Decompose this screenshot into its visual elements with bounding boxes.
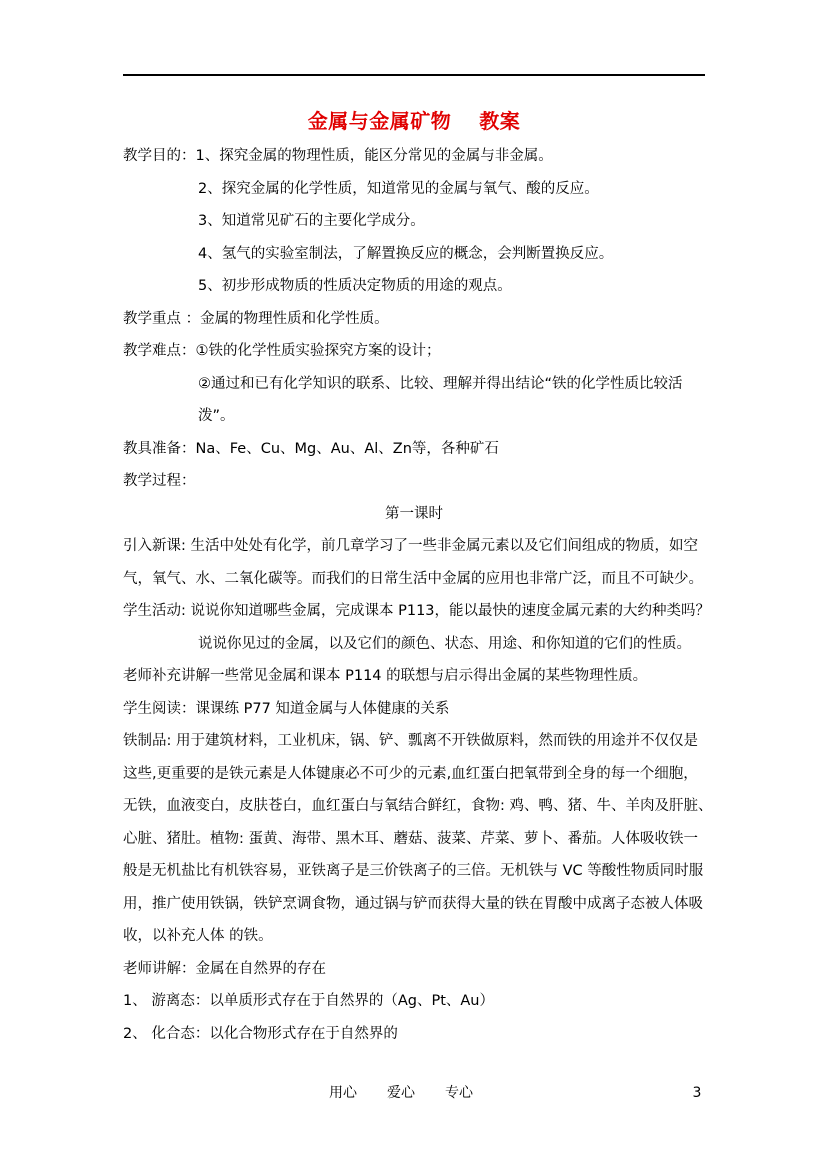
text-line: 教学过程：: [123, 473, 196, 489]
text-line: 般是无机盐比有机铁容易，亚铁离子是三价铁离子的三倍。无机铁与 VC 等酸性物质同时服: [123, 863, 704, 879]
text-line: 教学难点：①铁的化学性质实验探究方案的设计；: [123, 343, 441, 359]
text-line: 1、 游离态：以单质形式存在于自然界的（Ag、Pt、Au）: [123, 993, 494, 1009]
footer-motto-word: 爱心: [387, 1085, 415, 1101]
document-body: [123, 140, 713, 1050]
text-line: 教学目的：1、探究金属的物理性质，能区分常见的金属与非金属。: [123, 148, 553, 164]
text-line: 第一课时: [385, 505, 443, 522]
text-line: 用，推广使用铁锅，铁铲烹调食物，通过锅与铲而获得大量的铁在胃酸中成离子态被人体吸: [123, 895, 703, 912]
text-line: 学生活动: 说说你知道哪些金属，完成课本 P113，能以最快的速度金属元素的大约种类吗？: [123, 603, 711, 619]
header-rule: [123, 74, 705, 76]
text-line: 心脏、猪肚。植物: 蛋黄、海带、黑木耳、蘑菇、菠菜、芹菜、萝卜、番茄。人体吸收铁一: [123, 830, 698, 847]
text-line: 2、探究金属的化学性质，知道常见的金属与氧气、酸的反应。: [198, 180, 599, 197]
text-line: 4、氢气的实验室制法，了解置换反应的概念，会判断置换反应。: [198, 245, 614, 262]
text-line: 2、 化合态：以化合物形式存在于自然界的: [123, 1025, 398, 1042]
text-line: 学生阅读：课课练 P77 知道金属与人体健康的关系: [123, 700, 450, 717]
footer-motto-word: 用心: [329, 1085, 357, 1101]
text-line: 泼”。: [198, 408, 235, 424]
text-line: 老师讲解：金属在自然界的存在: [123, 960, 326, 977]
footer-motto-word: 专心: [445, 1085, 473, 1101]
page-title: 金属与金属矿物 教案: [307, 109, 521, 133]
footer-motto: [123, 1083, 705, 1103]
text-line: 3、知道常见矿石的主要化学成分。: [198, 213, 425, 229]
text-line: 教学重点 ：金属的物理性质和化学性质。: [123, 310, 389, 327]
text-line: 气，氧气、水、二氧化碳等。而我们的日常生活中金属的应用也非常广泛，而且不可缺少。: [123, 570, 703, 587]
text-line: 教具准备：Na、Fe、Cu、Mg、Au、Al、Zn等，各种矿石: [123, 440, 499, 457]
text-line: 铁制品: 用于建筑材料，工业机床，锅、铲、瓢离不开铁做原料，然而铁的用途并不仅仅是: [123, 733, 698, 749]
text-line: 说说你见过的金属，以及它们的颜色、状态、用途、和你知道的它们的性质。: [198, 635, 691, 652]
page-number: 3: [692, 1085, 702, 1101]
text-line: 这些,更重要的是铁元素是人体键康必不可少的元素,血红蛋白把氧带到全身的每一个细胞，: [123, 765, 698, 782]
text-line: 老师补充讲解一些常见金属和课本 P114 的联想与启示得出金属的某些物理性质。: [123, 668, 648, 684]
text-line: ②通过和已有化学知识的联系、比较、理解并得出结论“铁的化学性质比较活: [198, 375, 683, 392]
text-line: 收，以补充人体 的铁。: [123, 928, 273, 944]
text-line: 引入新课: 生活中处处有化学，前几章学习了一些非金属元素以及它们间组成的物质，如空: [123, 538, 698, 554]
text-line: 5、初步形成物质的性质决定物质的用途的观点。: [198, 278, 512, 294]
text-line: 无铁，血液变白，皮肤苍白，血红蛋白与氧结合鲜红，食物: 鸡、鸭、猪、牛、羊肉及肝脏、: [123, 798, 713, 814]
